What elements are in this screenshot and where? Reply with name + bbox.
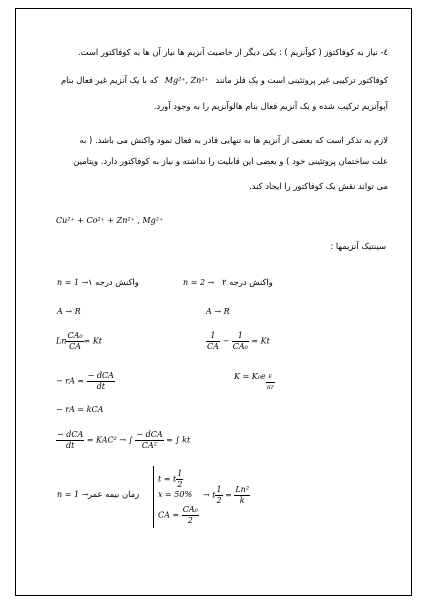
frac-denominator: CA xyxy=(207,342,219,351)
equals-kt: = Kt xyxy=(251,336,270,346)
frac-numerator: 1 xyxy=(206,331,220,342)
equation-rate-definition xyxy=(56,371,115,392)
case1-text: t = t xyxy=(158,474,177,484)
paragraph-cofactor-def-part2: که با یک آنزیم غیر فعال بنام xyxy=(60,75,159,85)
paragraph-cofactor-definition xyxy=(61,74,388,87)
diff-rhs: = ∫ kt xyxy=(166,435,191,445)
equation-rate-kca: − rA = kCA xyxy=(56,405,104,414)
frac-denominator: dt xyxy=(96,382,105,391)
fraction-1-over-ca0 xyxy=(232,331,249,352)
frac-numerator: − dCA xyxy=(136,430,163,439)
frac-numerator: − dCA xyxy=(87,371,114,380)
arrow-t: → t xyxy=(203,490,216,500)
fraction-ln2-k xyxy=(234,485,250,506)
exp-numerator: E xyxy=(266,372,275,383)
fraction-ca0-2 xyxy=(182,505,199,526)
ion-list: Cu²⁺ + Co²⁺ + Zn²⁺ , Mg²⁺ xyxy=(56,216,164,225)
frac-denominator: k xyxy=(239,496,245,505)
fraction-dca-ca2 xyxy=(135,430,163,451)
fraction-1-2 xyxy=(215,485,222,506)
frac-numerator: CA₀ xyxy=(182,505,198,514)
equation-first-order-integrated xyxy=(56,331,102,352)
half-life-label: زمان نیمه عمر xyxy=(88,489,140,499)
case-ca-half xyxy=(158,505,199,526)
frac-numerator: 1 xyxy=(177,469,183,478)
order2-eq: n = 2 → xyxy=(183,278,215,287)
page-border xyxy=(15,8,412,596)
fraction-ca0-over-ca xyxy=(66,331,83,352)
equation-second-order-integrated xyxy=(206,331,270,352)
fraction-1-2 xyxy=(176,469,183,490)
frac-numerator: 1 xyxy=(216,485,222,494)
half-life-eq: n = 1 → xyxy=(57,490,89,499)
frac-denominator: CA² xyxy=(141,441,158,450)
fraction-dca-dt xyxy=(56,430,84,451)
paragraph-note-line1: لازم به تذکر است که بعضی از آنزیم ها به تنهایی قادر به فعال نمود واکنش می باشد. ( به xyxy=(79,135,388,145)
paragraph-cofactor-def-part1: کوفاکتور ترکیبی غیر پروتئینی است و یک فلز مانند xyxy=(215,75,388,85)
frac-denominator: 2 xyxy=(187,516,193,525)
paragraph-note-line2: علت ساختمان پروتئینی خود ) و بعضی این قابلیت را نداشته و نیاز به کوفاکتور دارد. ویتامین xyxy=(73,156,388,166)
equation-arrhenius xyxy=(234,372,275,393)
frac-numerator: − dCA xyxy=(57,430,84,439)
order1-label: واکنش درجه ۱ xyxy=(88,277,139,287)
paragraph-cofactor-need: ٤- نیاز به کوفاکتوز ( کوآنزیم ) : یکی دیگر از خاصیت آنزیم ها نیاز آن ها به کوفاکتور است. xyxy=(77,47,388,57)
frac-denominator: dt xyxy=(65,441,75,450)
kinetics-heading: سینتیک آنزیمها : xyxy=(330,241,386,251)
minus-sign: − xyxy=(222,336,230,346)
paragraph-apoenzyme: آپوآنزیم ترکیب شده و یک آنزیم فعال بنام هالوآنزیم را به وجود آورد. xyxy=(153,101,388,111)
arrhenius-exponent xyxy=(266,372,275,393)
cases-brace xyxy=(153,466,154,528)
exp-denominator: RT xyxy=(266,385,274,391)
reaction-a-to-r-order2: A → R xyxy=(206,307,230,316)
order1-eq: n = 1 → xyxy=(57,278,89,287)
equals-kt: = Kt xyxy=(83,336,103,346)
metal-ions: Mg²⁺, Zn²⁺ xyxy=(164,76,209,85)
equation-half-life xyxy=(203,485,250,506)
arrhenius-lhs: K = K₀e xyxy=(234,372,266,381)
rate-lhs: − rA = xyxy=(56,376,85,386)
frac-numerator: Ln² xyxy=(235,485,250,494)
frac-denominator: 2 xyxy=(216,496,222,505)
ln-symbol: Ln xyxy=(56,336,67,346)
frac-denominator: 2 xyxy=(177,480,183,489)
case-x-50: x = 50% xyxy=(158,490,193,499)
diff-middle: = KAC² → ∫ xyxy=(86,435,133,445)
fraction-1-over-ca xyxy=(206,331,220,352)
equals: = xyxy=(225,490,232,500)
frac-denominator: CA₀ xyxy=(232,342,248,351)
order2-label: واکنش درجه ۲ xyxy=(222,277,273,287)
reaction-a-to-r-order1: A → R xyxy=(57,307,81,316)
frac-numerator: 1 xyxy=(232,331,249,342)
equation-second-order-differential xyxy=(56,430,190,451)
frac-denominator: CA xyxy=(69,342,81,351)
frac-numerator: CA₀ xyxy=(67,331,83,340)
fraction-dca-dt xyxy=(87,371,115,392)
paragraph-note-line3: می تواند نقش یک کوفاکتور را ایجاد کند. xyxy=(249,181,388,191)
case3-text: CA = xyxy=(158,510,180,520)
case-t-half xyxy=(158,469,183,490)
